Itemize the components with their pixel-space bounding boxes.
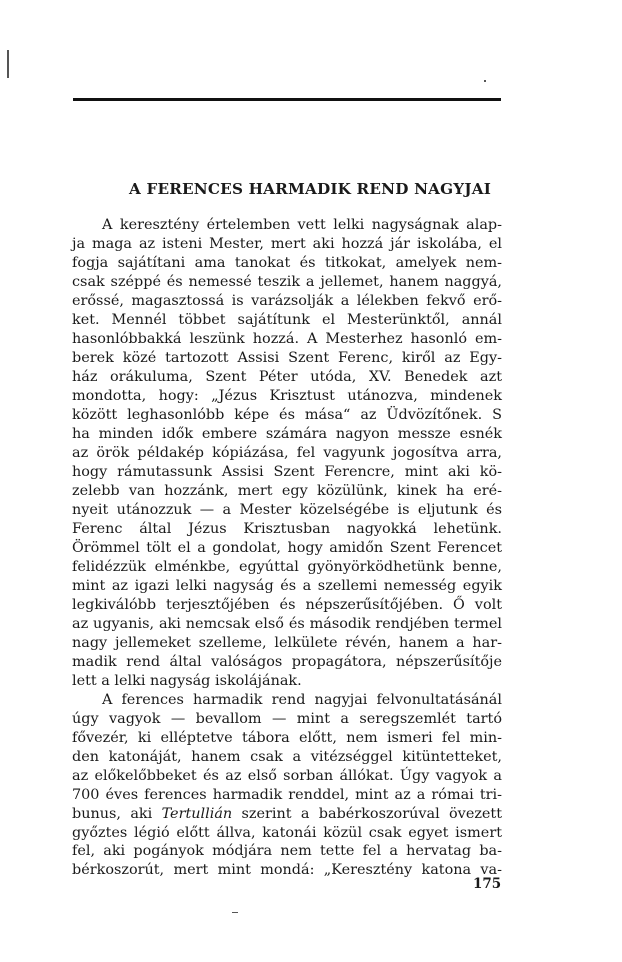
text-line: den katonáját, hanem csak a vitézséggel kitüntetteket,: [72, 748, 502, 765]
text-line: az örök példakép kópiázása, fel vagyunk jogosítva arra,: [72, 444, 502, 461]
text-line: csak széppé és nemessé teszik a jellemet, hanem naggyá,: [72, 273, 502, 290]
text-line: berek közé tartozott Assisi Szent Ferenc, kiről az Egy-: [72, 349, 502, 366]
italic-name: Tertullián: [161, 805, 233, 822]
header-rule: [73, 98, 501, 101]
scan-mark-lower: [232, 912, 238, 913]
text-line: nagy jellemeket szelleme, lelkülete révén, hanem a har-: [72, 634, 502, 651]
text-line: Örömmel tölt el a gondolat, hogy amidőn Szent Ferencet: [72, 539, 502, 556]
text-line: fel, aki pogányok módjára nem tette fel a hervatag ba-: [72, 843, 502, 860]
scan-mark-left: [7, 50, 9, 78]
text-line: győztes légió előtt állva, katonái közül csak egyet ismert: [72, 824, 502, 841]
paragraph-2: [72, 691, 502, 881]
text-line: között leghasonlóbb képe és mása“ az Üdvözítőnek. S: [72, 406, 502, 423]
page-number: 175: [473, 876, 502, 892]
text-line: nyeit utánozzuk — a Mester közelségébe is eljutunk és: [72, 501, 502, 518]
text-line: zelebb van hozzánk, mert egy közülünk, kinek ha eré-: [72, 482, 502, 499]
chapter-title: A FERENCES HARMADIK REND NAGYJAI: [128, 180, 492, 198]
text-line: hogy rámutassunk Assisi Szent Ferencre, mint aki kö-: [72, 463, 502, 480]
text-line: ja maga az isteni Mester, mert aki hozzá jár iskolába, el: [72, 235, 502, 252]
body-text: [72, 216, 502, 880]
text-line: mondotta, hogy: „Jézus Krisztust utánozva, mindenek: [72, 387, 502, 404]
text-line: bunus, aki Tertullián szerint a babérkoszorúval övezett: [72, 805, 502, 822]
text-line: ket. Mennél többet sajátítunk el Mesterünktől, annál: [72, 311, 502, 328]
text-line: fővezér, ki elléptetve tábora előtt, nem ismeri fel min-: [72, 729, 502, 746]
text-line: ha minden idők embere számára nagyon messze esnék: [72, 425, 502, 442]
text-line: 700 éves ferences harmadik renddel, mint az a római tri-: [72, 786, 502, 803]
text-line: úgy vagyok — bevallom — mint a seregszemlét tartó: [72, 710, 502, 727]
text-line: az ugyanis, aki nemcsak első és második rendjében termel: [72, 615, 502, 632]
text-line: bérkoszorút, mert mint mondá: „Keresztény katona va-: [72, 862, 502, 879]
text-line: az előkelőbbeket és az első sorban állókat. Úgy vagyok a: [72, 767, 502, 784]
text-line: ház orákuluma, Szent Péter utóda, XV. Benedek azt: [72, 368, 502, 385]
paragraph-1: [72, 216, 502, 691]
text-line: fogja sajátítani ama tanokat és titkokat, amelyek nem-: [72, 254, 502, 271]
text-line: mint az igazi lelki nagyság és a szellemi nemesség egyik: [72, 577, 502, 594]
text-line: Ferenc által Jézus Krisztusban nagyokká lehetünk.: [72, 520, 502, 537]
text-line: legkiválóbb terjesztőjében és népszerűsítőjében. Ő volt: [72, 596, 502, 613]
scan-mark-dot: [484, 80, 486, 82]
text-line: lett a lelki nagyság iskolájának.: [72, 672, 302, 689]
text-line: madik rend által valóságos propagátora, népszerűsítője: [72, 653, 502, 670]
text-line: A ferences harmadik rend nagyjai felvonultatásánál: [102, 691, 502, 708]
text-line: A keresztény értelemben vett lelki nagyságnak alap-: [102, 217, 502, 233]
text-line: hasonlóbbakká leszünk hozzá. A Mesterhez hasonló em-: [72, 330, 502, 347]
text-line: felidézzük elménkbe, egyúttal gyönyörködhetünk benne,: [72, 558, 502, 575]
text-line: erőssé, magasztossá is varázsolják a lélekben fekvő erő-: [72, 292, 502, 309]
